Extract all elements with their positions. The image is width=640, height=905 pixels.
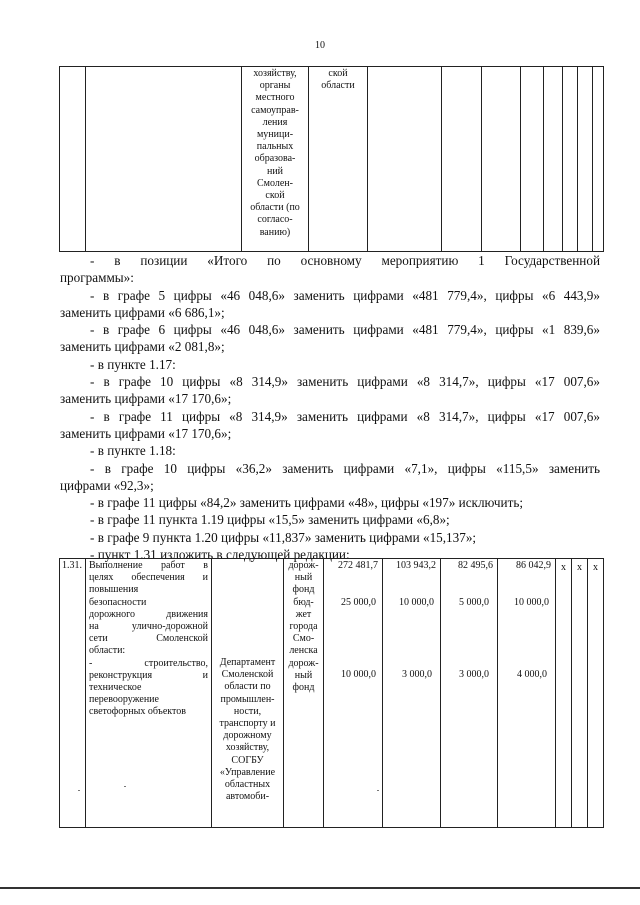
amount-value: 3 000,0 xyxy=(402,669,432,680)
description-line: безопасности xyxy=(89,596,147,608)
amount-value: 82 495,6 xyxy=(458,560,493,571)
x-mark: x xyxy=(556,559,572,828)
executor-line: транспорту и xyxy=(219,718,276,730)
empty-cell xyxy=(544,67,563,252)
description-line: сети Смоленской xyxy=(89,633,208,645)
executor-line: согласо- xyxy=(257,214,293,226)
scan-speck xyxy=(124,786,126,787)
scan-speck xyxy=(377,790,379,791)
amount-value: 25 000,0 xyxy=(341,597,376,608)
executor-cell xyxy=(212,559,284,828)
item-1-31-table xyxy=(59,558,604,828)
x-mark: x xyxy=(588,559,604,828)
executor-line: органы xyxy=(259,80,291,92)
executor-line: Департамент xyxy=(219,657,276,668)
funding-source-line: бюд- xyxy=(293,596,314,608)
amount-value: 5 000,0 xyxy=(459,597,489,608)
paragraph-line: цифрами «92,3»; xyxy=(60,477,154,493)
paragraph-line: заменить цифрами «2 081,8»; xyxy=(60,339,225,355)
executor-line: ления xyxy=(262,116,288,128)
executor-line: хозяйству, xyxy=(253,68,297,79)
empty-cell xyxy=(482,67,521,252)
executor-line: муници- xyxy=(256,129,294,141)
amendment-text xyxy=(60,252,600,563)
paragraph-line: - в графе 10 цифры «8 314,9» заменить цифрами «8 314,7», цифры «17 007,6» xyxy=(90,374,600,390)
empty-cell xyxy=(442,67,482,252)
amount-value: 103 943,2 xyxy=(396,560,436,571)
executor-line: образова- xyxy=(254,153,296,165)
description-line: светофорных объектов xyxy=(89,706,186,718)
funding-source-line: города xyxy=(289,621,318,633)
description-line: целях обеспечения и xyxy=(89,572,208,584)
funding-source-line: ный xyxy=(294,572,313,584)
executor-line: области (по xyxy=(250,202,300,214)
paragraph-line: - пункт 1.31 изложить в следующей редакции: xyxy=(90,547,350,563)
description-cell xyxy=(86,559,212,828)
executor-line: пальных xyxy=(256,141,294,153)
executor-line: Смолен- xyxy=(257,177,293,189)
region-line: области xyxy=(321,80,355,92)
executor-line: самоуправ- xyxy=(251,104,299,116)
funding-source-line: дорож- xyxy=(288,560,319,571)
paragraph-line: заменить цифрами «17 170,6»; xyxy=(60,391,232,407)
empty-cell xyxy=(368,67,442,252)
executor-line: СОГБУ xyxy=(231,754,264,766)
executor-line: «Управление xyxy=(219,766,276,778)
empty-cell xyxy=(521,67,544,252)
description-line: области: xyxy=(89,645,126,657)
page-edge-line xyxy=(0,887,640,889)
funding-source-line: фонд xyxy=(292,584,315,596)
amount-value: 3 000,0 xyxy=(459,669,489,680)
executor-line: ской xyxy=(265,190,285,202)
amount-total-cell xyxy=(324,559,383,828)
description-line: техническое xyxy=(89,682,142,694)
amount-value: 10 000,0 xyxy=(514,597,549,608)
amount-value: 272 481,7 xyxy=(338,560,378,571)
executor-line: области по xyxy=(224,681,271,693)
description-line: повышения xyxy=(89,584,139,596)
executor-line: дорожному xyxy=(223,730,272,742)
amount-value: 10 000,0 xyxy=(341,669,376,680)
funding-source-line: дорож- xyxy=(288,657,319,669)
description-line: Выполнение работ в xyxy=(89,560,208,571)
executor-line: промышлен- xyxy=(220,693,275,705)
paragraph-line: - в графе 10 цифры «36,2» заменить цифрами «7,1», цифры «115,5» заменить xyxy=(90,460,600,476)
empty-cell xyxy=(593,67,604,252)
amount-value: 4 000,0 xyxy=(517,669,547,680)
x-mark: x xyxy=(572,559,588,828)
amount-value: 10 000,0 xyxy=(399,597,434,608)
paragraph-line: - в графе 11 цифры «84,2» заменить цифрами «48», цифры «197» исключить; xyxy=(90,495,524,511)
paragraph-line: - в графе 11 пункта 1.19 цифры «15,5» заменить цифрами «6,8»; xyxy=(90,512,450,528)
description-line: - строительство, xyxy=(89,657,208,669)
amount-year3-cell xyxy=(498,559,556,828)
description-line: реконструкция и xyxy=(89,669,208,681)
executor-cell xyxy=(242,67,309,252)
executor-line: Смоленской xyxy=(221,669,274,681)
paragraph-line: программы»: xyxy=(60,270,134,286)
description-line: дорожного движения xyxy=(89,608,208,620)
description-line: перевооружение xyxy=(89,694,159,706)
executor-line: хозяйству, xyxy=(225,742,270,754)
funding-source-line: ный xyxy=(294,669,313,681)
item-number: 1.31. xyxy=(60,559,86,828)
continued-table xyxy=(59,66,604,252)
paragraph-line: - в позиции «Итого по основному мероприятию 1 Государственной xyxy=(90,253,600,268)
amount-year1-cell xyxy=(383,559,441,828)
empty-cell xyxy=(86,67,242,252)
funding-source-cell xyxy=(284,559,324,828)
empty-cell xyxy=(60,67,86,252)
executor-line: областных xyxy=(224,779,271,791)
funding-source-line: Смо- xyxy=(292,633,315,645)
empty-cell xyxy=(578,67,593,252)
region-cell xyxy=(309,67,368,252)
paragraph-line: заменить цифрами «6 686,1»; xyxy=(60,304,225,320)
paragraph-line: - в графе 6 цифры «46 048,6» заменить цифрами «481 779,4», цифры «1 839,6» xyxy=(90,322,600,338)
page-number: 10 xyxy=(315,40,325,51)
paragraph-line: - в графе 5 цифры «46 048,6» заменить цифрами «481 779,4», цифры «6 443,9» xyxy=(90,287,600,303)
paragraph-line: - в пункте 1.17: xyxy=(90,356,176,372)
empty-cell xyxy=(563,67,578,252)
description-line: на улично-дорожной xyxy=(89,621,208,633)
funding-source-line: фонд xyxy=(292,682,315,694)
region-line: ской xyxy=(328,68,348,79)
paragraph-line: заменить цифрами «17 170,6»; xyxy=(60,425,232,441)
paragraph-line: - в графе 11 цифры «8 314,9» заменить цифрами «8 314,7», цифры «17 007,6» xyxy=(90,408,600,424)
executor-line: местного xyxy=(255,92,295,104)
amount-value: 86 042,9 xyxy=(516,560,551,571)
amount-year2-cell xyxy=(441,559,498,828)
paragraph-line: - в графе 9 пункта 1.20 цифры «11,837» заменить цифрами «15,137»; xyxy=(90,529,477,545)
executor-line: ванию) xyxy=(259,226,291,238)
executor-line: автомоби- xyxy=(225,791,270,803)
executor-line: ности, xyxy=(233,705,262,717)
executor-line: ний xyxy=(266,165,284,177)
paragraph-line: - в пункте 1.18: xyxy=(90,443,176,459)
funding-source-line: ленска xyxy=(289,645,318,657)
funding-source-line: жет xyxy=(295,608,312,620)
scan-speck xyxy=(78,790,80,791)
